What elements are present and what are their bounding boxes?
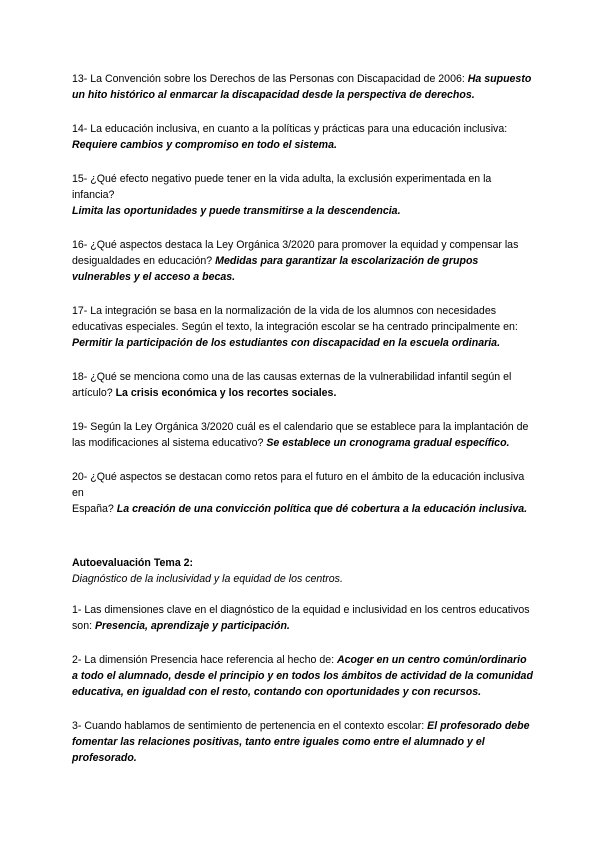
spacer (72, 535, 534, 555)
question-20 (72, 469, 534, 517)
question-3 (72, 718, 534, 766)
question-1 (72, 602, 534, 634)
question-15 (72, 171, 534, 219)
question-text: 17- La integración se basa en la normalización de la vida de los alumnos con necesidades educativas especiales. Según el texto, la integración escolar se ha centrado principalmente en: (72, 305, 518, 333)
question-answer: Permitir la participación de los estudiantes con discapacidad en la escuela ordinaria. (72, 337, 501, 349)
question-text: 15- ¿Qué efecto negativo puede tener en la vida adulta, la exclusión experimentada en la infancia? (72, 173, 492, 201)
question-text: 19- Según la Ley Orgánica 3/2020 cuál es el calendario que se establece para la implantación de las modificaciones al sistema educativo? (72, 421, 529, 449)
question-answer: Ha supuesto un hito histórico al enmarcar la discapacidad desde la perspectiva de derechos. (72, 73, 532, 101)
question-14 (72, 121, 534, 153)
section-subheading: Diagnóstico de la inclusividad y la equidad de los centros. (72, 573, 343, 585)
question-text: 20- ¿Qué aspectos se destacan como retos para el futuro en el ámbito de la educación inclusiva en (72, 471, 525, 499)
question-19 (72, 419, 534, 451)
question-answer: Medidas para garantizar la escolarización de grupos vulnerables y el acceso a becas. (72, 255, 479, 283)
question-17 (72, 303, 534, 351)
question-text: 14- La educación inclusiva, en cuanto a la políticas y prácticas para una educación inclusiva: (72, 123, 508, 135)
question-text: 16- ¿Qué aspectos destaca la Ley Orgánica 3/2020 para promover la equidad y compensar las desigualdades en educación? (72, 239, 519, 267)
question-text: 18- ¿Qué se menciona como una de las causas externas de la vulnerabilidad infantil según el artículo? (72, 371, 512, 399)
question-answer: Presencia, aprendizaje y participación. (94, 620, 290, 632)
question-answer: Se establece un cronograma gradual específico. (266, 437, 510, 449)
question-16 (72, 237, 534, 285)
question-answer: La crisis económica y los recortes sociales. (115, 387, 337, 399)
question-text: 3- Cuando hablamos de sentimiento de pertenencia en el contexto escolar: (72, 720, 428, 732)
question-answer: La creación de una convicción política que dé cobertura a la educación inclusiva. (116, 503, 528, 515)
question-answer: El profesorado debe fomentar las relaciones positivas, tanto entre iguales como entre el alumnado y el profesorado. (72, 720, 530, 764)
document-content (72, 71, 534, 784)
question-answer: Limita las oportunidades y puede transmitirse a la descendencia. (72, 205, 401, 217)
question-2 (72, 652, 534, 700)
section-heading: Autoevaluación Tema 2: (72, 557, 194, 569)
question-text: 2- La dimensión Presencia hace referencia al hecho de: (72, 654, 338, 666)
question-text: 13- La Convención sobre los Derechos de las Personas con Discapacidad de 2006: (72, 73, 468, 85)
question-text-continued: España? (72, 503, 117, 515)
question-text: 1- Las dimensiones clave en el diagnóstico de la equidad e inclusividad en los centros educativos son: (72, 604, 530, 632)
question-answer: Requiere cambios y compromiso en todo el sistema. (72, 139, 337, 151)
question-answer: Acoger en un centro común/ordinario a todo el alumnado, desde el principio y en todos los ámbitos de actividad de la comunidad educativa, en igualdad con el resto, contando con oportunidades y con recursos. (72, 654, 533, 698)
question-13 (72, 71, 534, 103)
question-18 (72, 369, 534, 401)
